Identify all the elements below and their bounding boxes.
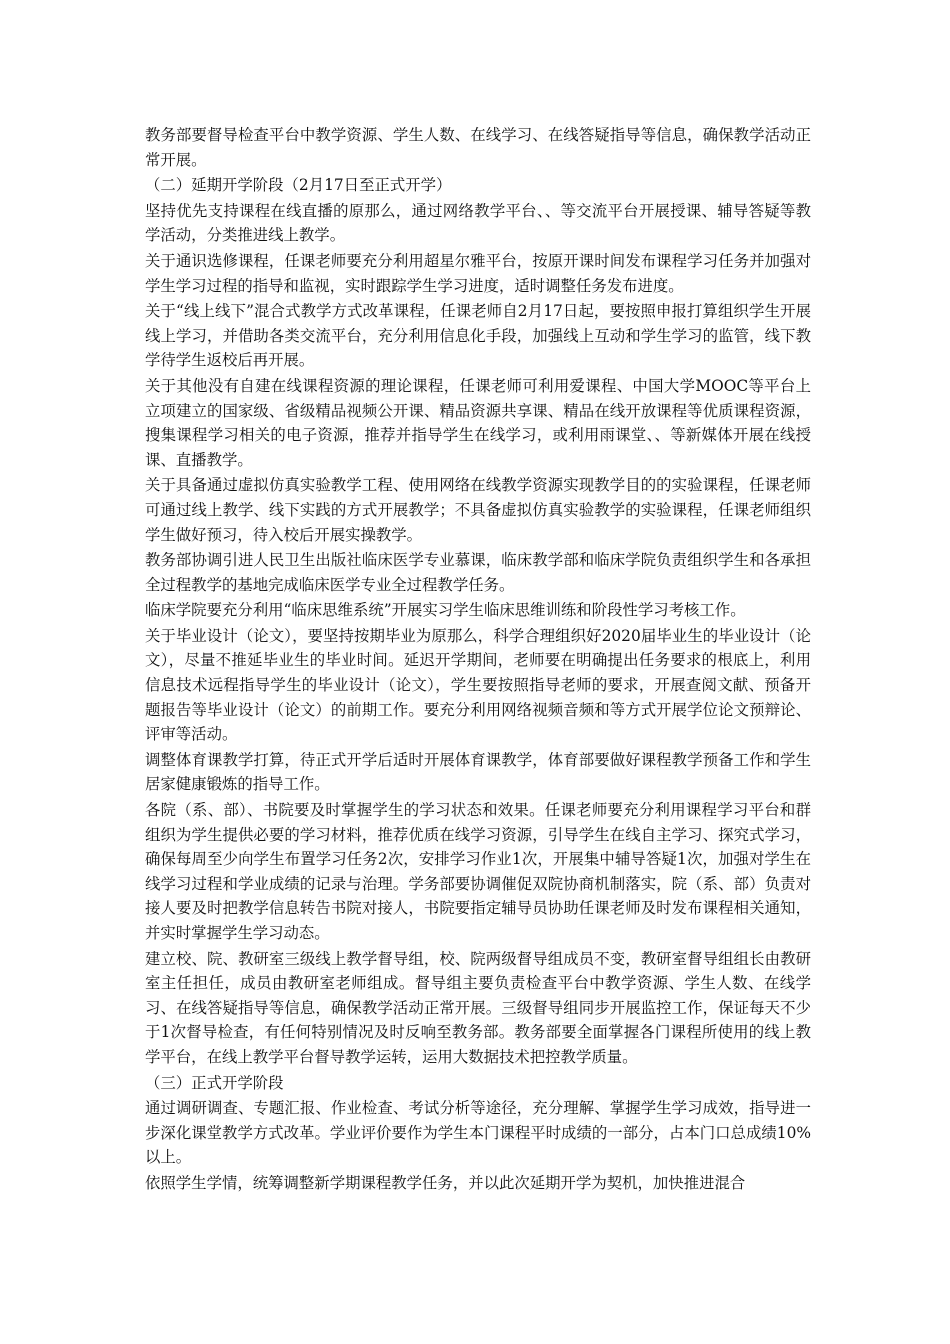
paragraph: 关于具备通过虚拟仿真实验教学工程、使用网络在线教学资源实现教学目的的实验课程，任课老师可通过线上教学、线下实践的方式开展教学；不具备虚拟仿真实验教学的实验课程，任课老师组织学生做好预习，待入校后开展实操教学。 bbox=[145, 476, 811, 544]
paragraph: 关于通识选修课程，任课老师要充分利用超星尔雅平台，按原开课时间发布课程学习任务并加强对学生学习过程的指导和监视，实时跟踪学生学习进度，适时调整任务发布进度。 bbox=[145, 251, 811, 295]
section-heading: （三）正式开学阶段 bbox=[145, 1073, 284, 1092]
paragraph: 教务部要督导检查平台中教学资源、学生人数、在线学习、在线答疑指导等信息，确保教学活动正常开展。 bbox=[145, 126, 811, 169]
paragraph: 关于其他没有自建在线课程资源的理论课程，任课老师可利用爱课程、中国大学MOOC等平台上立项建立的国家级、省级精品视频公开课、精品资源共享课、精品在线开放课程等优质课程资源，搜集课程学习相关的电子资源，推荐并指导学生在线学习，或利用雨课堂、、等新媒体开展在线授课、直播教学。 bbox=[145, 376, 811, 469]
section-heading: （二）延期开学阶段（2月17日至正式开学） bbox=[145, 176, 452, 195]
paragraph: 关于毕业设计（论文），要坚持按期毕业为原那么，科学合理组织好2020届毕业生的毕业设计（论文），尽量不推延毕业生的毕业时间。延迟开学期间，老师要在明确提出任务要求的根底上，利用信息技术远程指导学生的毕业设计（论文），学生要按照指导老师的要求，开展查阅文献、预备开题报告等毕业设计（论文）的前期工作。要充分利用网络视频音频和等方式开展学位论文预辩论、评审等活动。 bbox=[145, 626, 811, 744]
paragraph: 教务部协调引进人民卫生出版社临床医学专业慕课，临床教学部和临床学院负责组织学生和各承担全过程教学的基地完成临床医学专业全过程教学任务。 bbox=[145, 551, 811, 594]
paragraph: 调整体育课教学打算，待正式开学后适时开展体育课教学，体育部要做好课程教学预备工作和学生居家健康锻炼的指导工作。 bbox=[145, 750, 811, 794]
paragraph: 建立校、院、教研室三级线上教学督导组，校、院两级督导组成员不变，教研室督导组组长由教研室主任担任，成员由教研室老师组成。督导组主要负责检查平台中教学资源、学生人数、在线学习、在线答疑指导等信息，确保教学活动正常开展。三级督导组同步开展监控工作，保证每天不少于1次督导检查，有任何特别情况及时反响至教务部。教务部要全面掌握各门课程所使用的线上教学平台，在线上教学平台督导教学运转，运用大数据技术把控教学质量。 bbox=[145, 949, 811, 1066]
paragraph: 依照学生学情，统筹调整新学期课程教学任务，并以此次延期开学为契机，加快推进混合 bbox=[145, 1173, 746, 1192]
paragraph: 坚持优先支持课程在线直播的原那么，通过网络教学平台、、等交流平台开展授课、辅导答疑等教学活动，分类推进线上教学。 bbox=[145, 201, 811, 245]
paragraph: 关于“线上线下”混合式教学方式改革课程，任课老师自2月17日起，要按照申报打算组织学生开展线上学习，并借助各类交流平台，充分利用信息化手段，加强线上互动和学生学习的监管，线下教学待学生返校后再开展。 bbox=[145, 302, 811, 370]
paragraph: 各院（系、部）、书院要及时掌握学生的学习状态和效果。任课老师要充分利用课程学习平台和群组织为学生提供必要的学习材料，推荐优质在线学习资源，引导学生在线自主学习、探究式学习，确保每周至少向学生布置学习任务2次，安排学习作业1次，开展集中辅导答疑1次，加强对学生在线学习过程和学业成绩的记录与治理。学务部要协调催促双院协商机制落实，院（系、部）负责对接人要及时把教学信息转告书院对接人，书院要指定辅导员协助任课老师及时发布课程相关通知，并实时掌握学生学习动态。 bbox=[145, 801, 811, 942]
document-body bbox=[145, 123, 811, 1197]
paragraph: 临床学院要充分利用“临床思维系统”开展实习学生临床思维训练和阶段性学习考核工作。 bbox=[145, 601, 746, 620]
paragraph: 通过调研调查、专题汇报、作业检查、考试分析等途径，充分理解、掌握学生学习成效，指导进一步深化课堂教学方式改革。学业评价要作为学生本门课程平时成绩的一部分，占本门口总成绩10%以上。 bbox=[145, 1099, 811, 1167]
